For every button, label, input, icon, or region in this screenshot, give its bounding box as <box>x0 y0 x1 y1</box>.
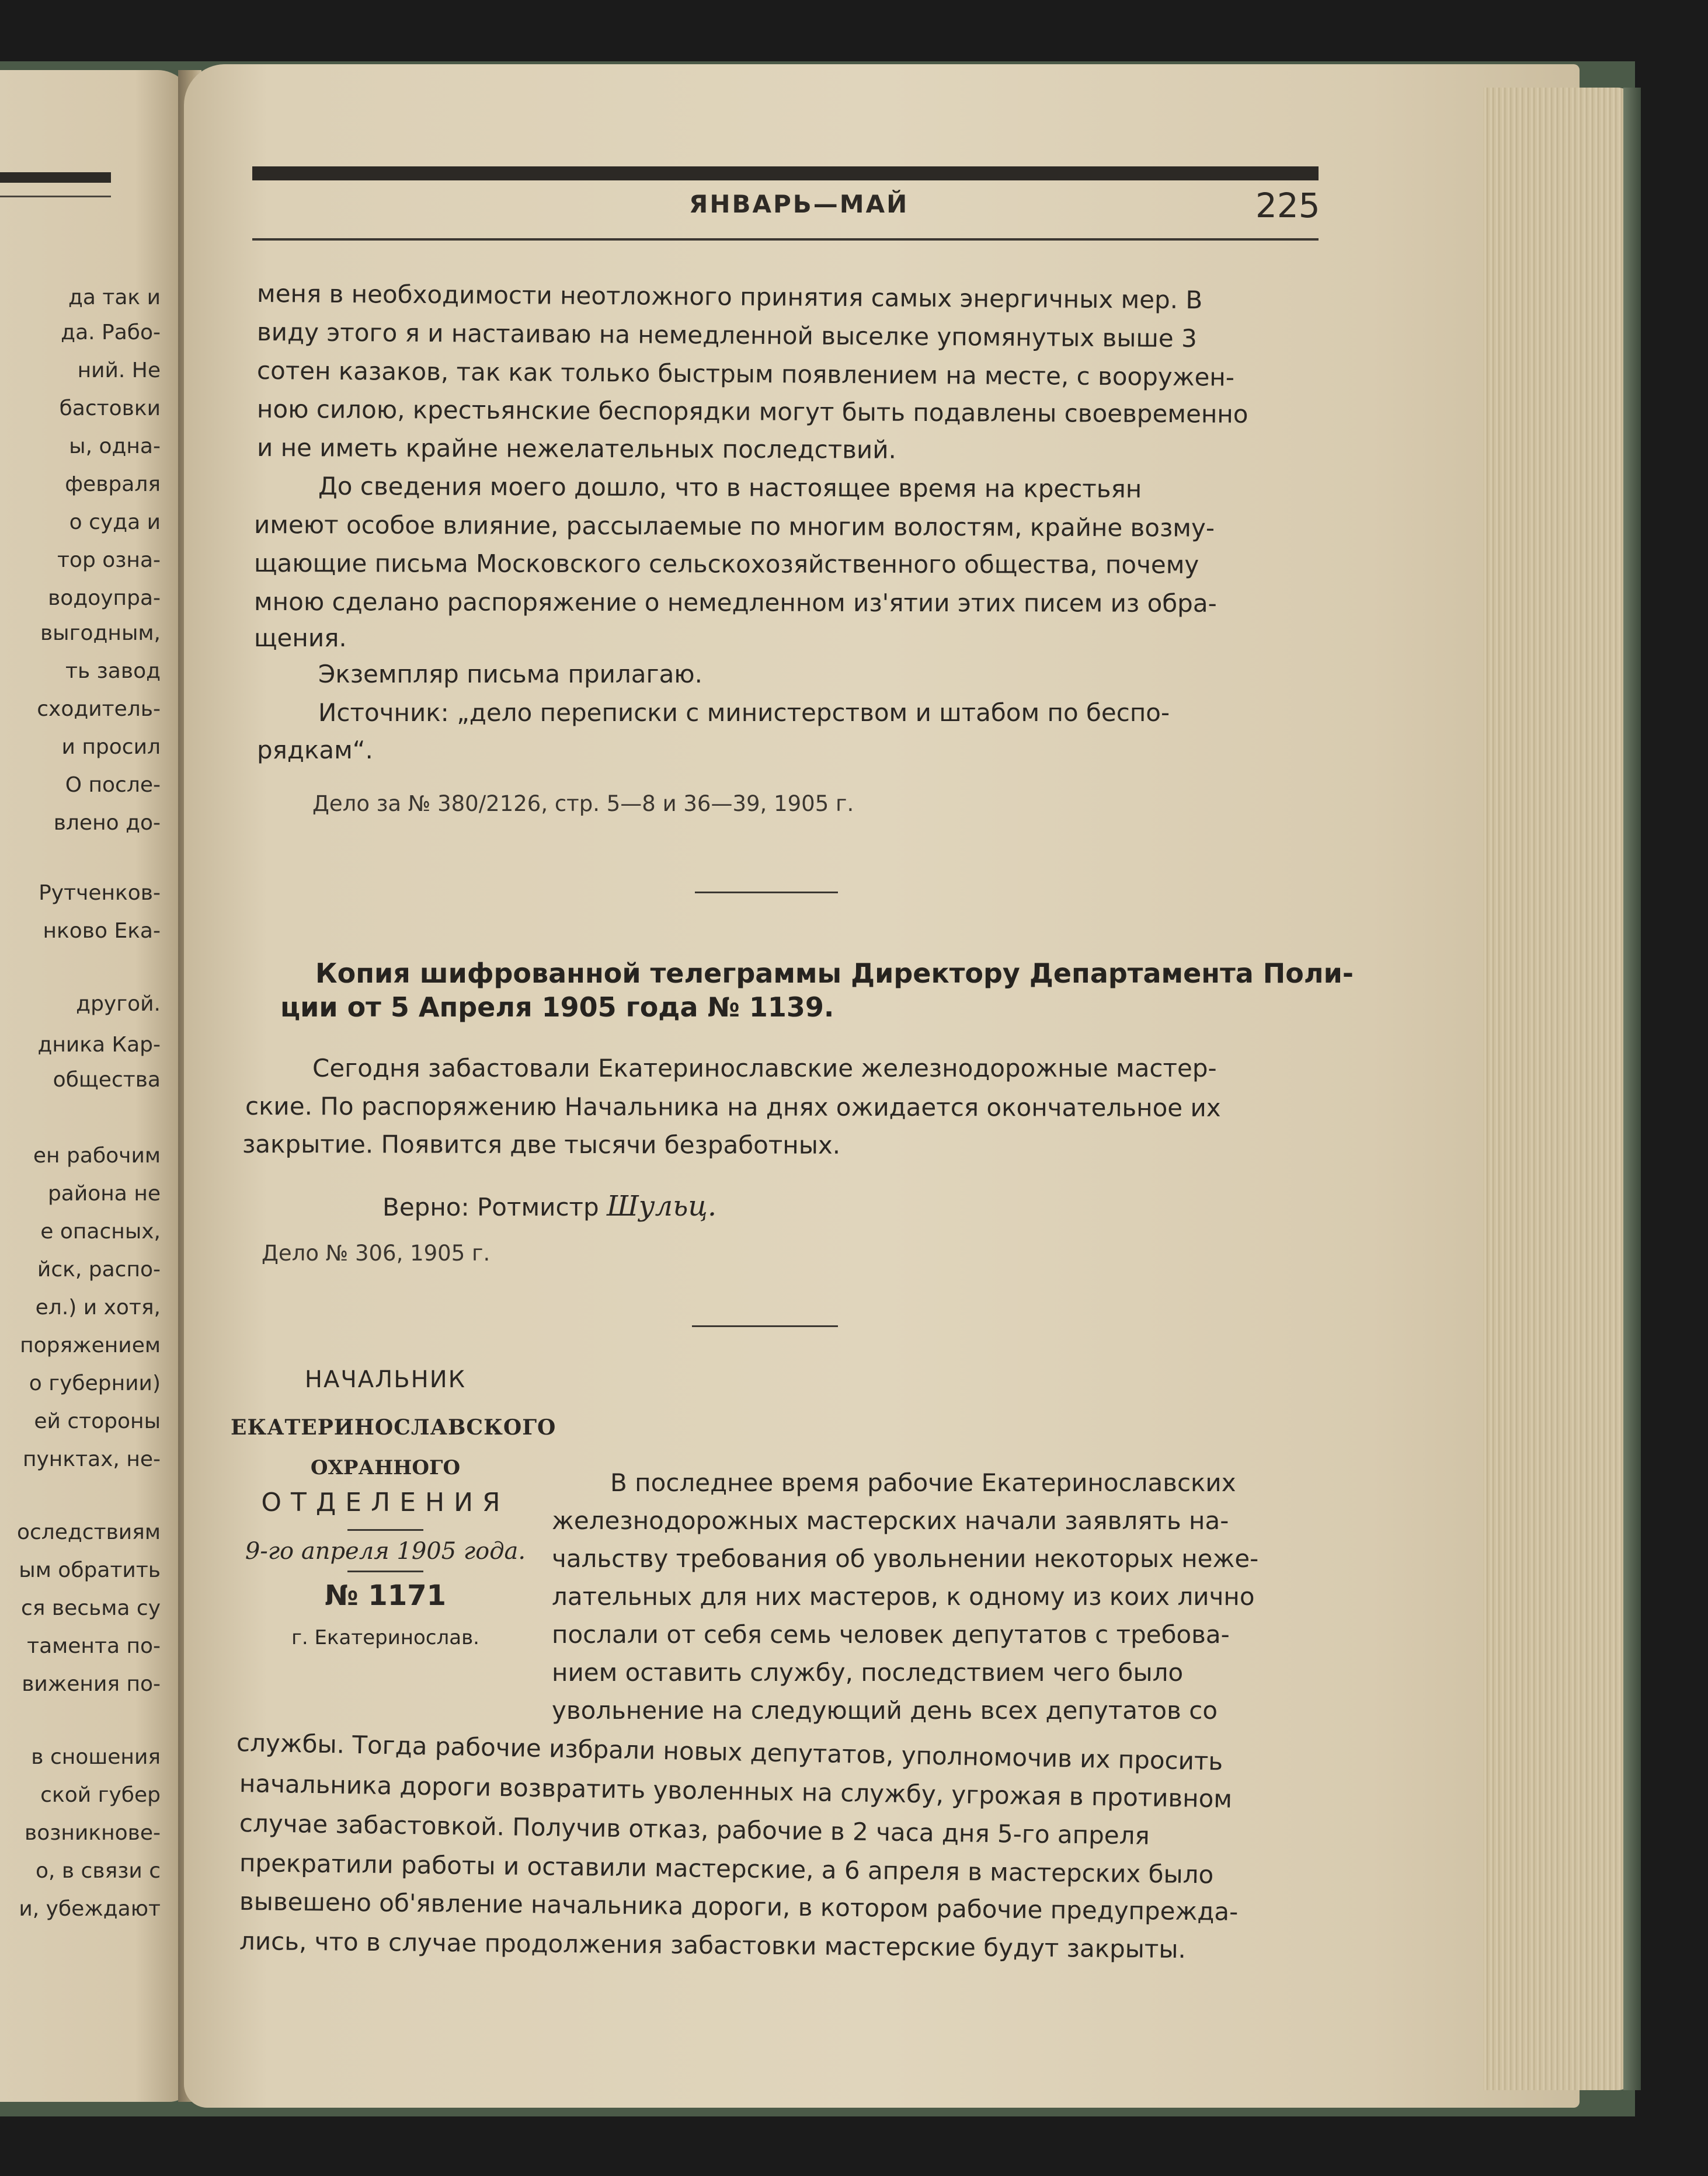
section1-line: мною сделано распоряжение о немедленном из'ятии этих писем из обра- <box>253 587 1217 618</box>
left-page-line-fragment: в сношения <box>31 1745 161 1769</box>
section1-line: и не иметь крайне нежелательных последствий. <box>256 433 897 464</box>
left-page-line-fragment: нково Ека- <box>43 919 161 943</box>
left-page-header-rule <box>0 172 111 183</box>
telegram-line: ские. По распоряжению Начальника на днях ожидается окончательное их <box>245 1092 1221 1122</box>
section1-line: ною силою, крестьянские беспорядки могут быть подавлены своевременно <box>256 395 1248 429</box>
left-page-line-fragment: ел.) и хотя, <box>35 1296 161 1319</box>
telegram-title-line-2: ции от 5 Апреля 1905 года № 1139. <box>280 991 834 1023</box>
report-line: вывешено об'явление начальника дороги, в котором рабочие предупрежда- <box>239 1887 1239 1926</box>
left-page-line-fragment: района не <box>47 1182 161 1206</box>
left-page-line-fragment: ся весьма су <box>20 1596 161 1620</box>
left-page-line-fragment: влено до- <box>53 811 161 835</box>
left-page-line-fragment: водоупра- <box>48 586 161 610</box>
left-page <box>0 70 193 2102</box>
report-line: послали от себя семь человек депутатов с требова- <box>552 1620 1230 1649</box>
header-thick-rule <box>252 166 1319 180</box>
left-page-line-fragment: Рутченков- <box>39 881 161 905</box>
left-page-line-fragment: февраля <box>65 472 161 496</box>
letterhead-rule-1 <box>347 1529 423 1531</box>
left-page-line-fragment: тор озна- <box>57 548 161 572</box>
left-page-line-fragment: о суда и <box>69 510 161 534</box>
left-page-line-fragment: ской губер <box>40 1783 161 1807</box>
telegram-line: Сегодня забастовали Екатеринославские железнодорожные мастер- <box>312 1054 1217 1082</box>
letterhead-office: ЕКАТЕРИНОСЛАВСКОГО <box>231 1415 556 1440</box>
left-page-line-fragment: ей стороны <box>34 1409 161 1433</box>
left-page-line-fragment: дника Кар- <box>37 1033 161 1057</box>
letterhead-number: № 1171 <box>324 1579 447 1612</box>
header-thin-rule <box>252 238 1319 241</box>
source-reference-1: Дело за № 380/2126, стр. 5—8 и 36—39, 1905 г. <box>312 791 854 816</box>
left-page-line-fragment: ым обратить <box>19 1558 161 1582</box>
report-line: лательных для них мастеров, к одному из коих лично <box>552 1582 1255 1611</box>
separator-1 <box>695 892 838 893</box>
left-page-line-fragment: да. Рабо- <box>61 321 161 344</box>
left-page-line-fragment: ний. Не <box>77 358 161 382</box>
left-page-line-fragment: ы, одна- <box>69 434 161 458</box>
section1-line: щающие письма Московского сельскохозяйственного общества, почему <box>253 549 1199 579</box>
report-line: службы. Тогда рабочие избрали новых депутатов, уполномочив их просить <box>236 1728 1223 1776</box>
page-edges <box>1483 88 1635 2090</box>
left-page-line-fragment: ен рабочим <box>33 1144 161 1168</box>
left-page-line-fragment: о, в связи с <box>35 1859 161 1883</box>
left-page-line-fragment: поряжением <box>20 1334 161 1357</box>
section1-line: рядкам“. <box>257 736 373 764</box>
section1-line: меня в необходимости неотложного принятия самых энергичных мер. В <box>256 279 1203 315</box>
report-line: случае забастовкой. Получив отказ, рабочие в 2 часа дня 5-го апреля <box>239 1809 1150 1850</box>
left-page-line-fragment: возникнове- <box>25 1821 161 1845</box>
section1-line: имеют особое влияние, рассылаемые по многим волостям, крайне возму- <box>253 510 1215 542</box>
left-page-line-fragment: бастовки <box>59 396 161 420</box>
cover-edge <box>1623 88 1641 2090</box>
telegram-line: закрытие. Появится две тысячи безработных. <box>242 1130 841 1160</box>
section1-line: Экземпляр письма прилагаю. <box>318 660 703 688</box>
left-page-line-fragment: выгодным, <box>40 621 161 645</box>
left-page-line-fragment: О после- <box>65 773 161 797</box>
left-page-line-fragment: и, убеждают <box>19 1897 161 1921</box>
section1-line: щения. <box>254 624 347 652</box>
section1-line: До сведения моего дошло, что в настоящее время на крестьян <box>318 472 1142 503</box>
report-line: лись, что в случае продолжения забастовки мастерские будут закрыты. <box>239 1927 1187 1964</box>
left-page-line-fragment: оследствиям <box>16 1520 161 1544</box>
report-line: начальника дороги возвратить уволенных на службу, угрожая в противном <box>239 1769 1233 1813</box>
telegram-title-line-1: Копия шифрованной телеграммы Директору Департамента Поли- <box>315 958 1354 989</box>
letterhead-block <box>231 1366 556 1649</box>
left-page-line-fragment: йск, распо- <box>37 1258 161 1282</box>
left-page-line-fragment: и просил <box>61 735 161 759</box>
letterhead-date: 9-го апреля 1905 года. <box>245 1538 526 1565</box>
report-line: прекратили работы и оставили мастерские, а 6 апреля в мастерских было <box>239 1848 1214 1889</box>
report-line: увольнение на следующий день всех депутатов со <box>552 1696 1218 1725</box>
section1-line: сотен казаков, так как только быстрым появлением на месте, с вооружен- <box>256 356 1235 392</box>
left-page-line-fragment: вижения по- <box>22 1672 161 1696</box>
report-line: железнодорожных мастерских начали заявлять на- <box>552 1506 1229 1535</box>
signature-prefix: Верно: Ротмистр <box>382 1193 599 1221</box>
left-page-line-fragment: е опасных, <box>40 1220 161 1244</box>
separator-2 <box>692 1325 838 1327</box>
section1-line: виду этого я и настаиваю на немедленной выселке упомянутых выше 3 <box>256 318 1197 353</box>
left-page-line-fragment: другой. <box>76 992 161 1016</box>
letterhead-department: ОХРАННОГО <box>310 1456 461 1479</box>
source-reference-2: Дело № 306, 1905 г. <box>262 1241 491 1266</box>
letterhead-place: г. Екатеринослав. <box>291 1626 479 1649</box>
left-page-line-fragment: ть завод <box>65 659 161 683</box>
page-number: 225 <box>1255 186 1320 225</box>
letterhead-section: ОТДЕЛЕНИЯ <box>261 1488 510 1517</box>
left-page-line-fragment: сходитель- <box>37 697 161 721</box>
letterhead-rule-2 <box>347 1571 423 1572</box>
left-page-line-fragment: о губернии) <box>29 1371 161 1395</box>
left-page-line-fragment: общества <box>53 1068 161 1092</box>
signature-name: Шульц. <box>607 1190 717 1223</box>
running-head: ЯНВАРЬ—МАЙ <box>689 190 909 218</box>
left-page-line-fragment: тамента по- <box>27 1634 161 1658</box>
signature-line <box>382 1190 716 1223</box>
section1-line: Источник: „дело переписки с министерством и штабом по беспо- <box>318 698 1170 727</box>
left-page-line-fragment: да так и <box>68 286 161 309</box>
report-line: В последнее время рабочие Екатеринославских <box>610 1468 1236 1497</box>
letterhead-title: НАЧАЛЬНИК <box>304 1366 467 1393</box>
left-page-thin-rule <box>0 196 111 197</box>
report-line: чальству требования об увольнении некоторых неже- <box>552 1544 1259 1573</box>
left-page-line-fragment: пунктах, не- <box>22 1447 161 1471</box>
report-line: нием оставить службу, последствием чего было <box>552 1658 1184 1687</box>
